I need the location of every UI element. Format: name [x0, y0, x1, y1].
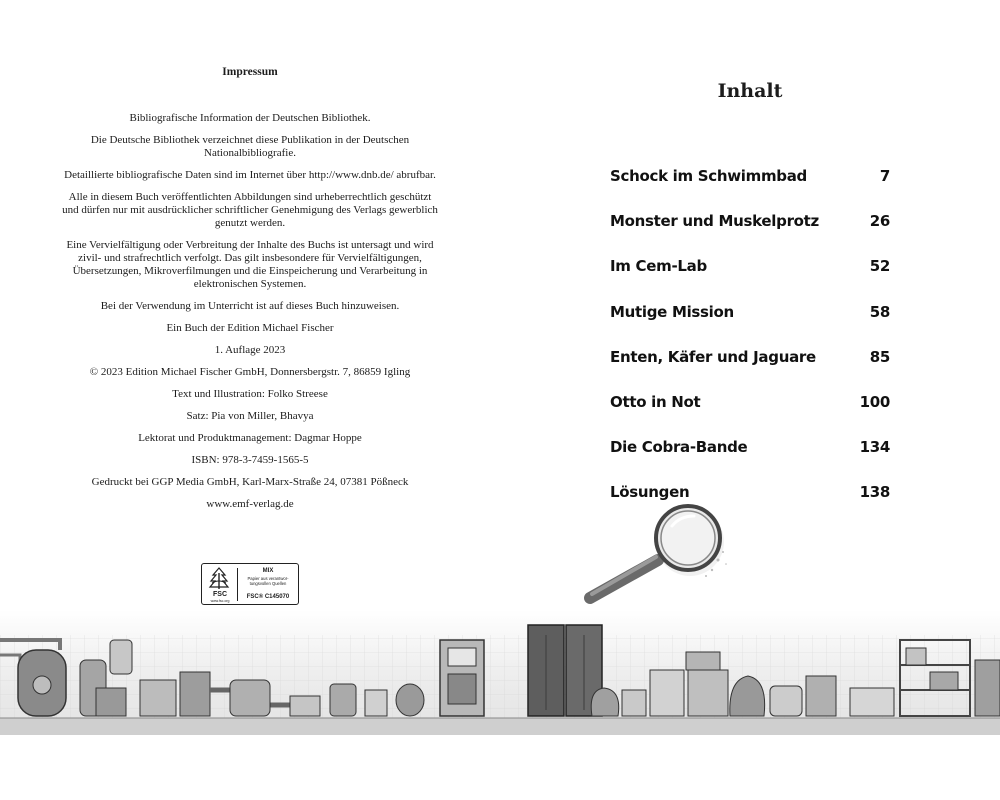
toc-entry-page: 138 [859, 483, 890, 502]
impressum-paragraph: Eine Vervielfältigung oder Verbreitung der Inhalte des Buchs ist untersagt und wird zivil- und strafrechtlich verfolgt. Das gilt insbesondere für Vervielfältigungen, Übersetzungen, Mikroverfilmungen und die Einspeicherung und Verarbeitung in elektronischen Systemen. [66, 239, 434, 290]
toc-entry-page: 85 [869, 347, 890, 366]
toc-entry-title: Monster und Muskelprotz [610, 212, 819, 231]
toc-entry-page: 52 [869, 257, 890, 276]
lab-scene-illustration [0, 610, 1000, 735]
impressum-paragraph: © 2023 Edition Michael Fischer GmbH, Donnersbergstr. 7, 86859 Igling [89, 366, 411, 378]
toc-entry-title: Lösungen [610, 483, 690, 502]
fsc-mix-description: Papier aus verantwor- tungsvollen Quellen [247, 576, 289, 586]
magnifying-glass-icon [580, 490, 740, 610]
impressum-paragraph: Ein Buch der Edition Michael Fischer [166, 322, 334, 334]
toc-entry[interactable] [610, 434, 890, 479]
impressum-paragraph: Bei der Verwendung im Unterricht ist auf dieses Buch hinzuweisen. [100, 300, 400, 312]
toc-entry-title: Mutige Mission [610, 302, 734, 321]
toc-entry-title: Die Cobra-Bande [610, 438, 748, 457]
impressum-paragraph: Gedruckt bei GGP Media GmbH, Karl-Marx-Straße 24, 07381 Pößneck [91, 476, 409, 488]
toc-entry[interactable] [610, 299, 890, 344]
contents-title: Inhalt [717, 80, 783, 102]
fsc-mix-label: MIX [262, 568, 274, 574]
fsc-certificate-code: FSC® C145070 [246, 594, 290, 600]
impressum-paragraph: Text und Illustration: Folko Streese [172, 388, 328, 400]
toc-entry[interactable] [610, 163, 890, 208]
toc-entry-title: Enten, Käfer und Jaguare [610, 347, 816, 366]
toc-entry-title: Otto in Not [610, 392, 701, 411]
toc-entry-title: Schock im Schwimmbad [610, 167, 807, 185]
impressum-paragraph: www.emf-verlag.de [206, 498, 294, 510]
fsc-logo [201, 563, 299, 605]
impressum-paragraph: Alle in diesem Buch veröffentlichten Abbildungen sind urheberrechtlich geschützt und dürfen nur mit ausdrücklicher schriftlicher Genehmigung des Verlags gewerblich genutzt werden. [62, 191, 438, 229]
impressum-paragraph: 1. Auflage 2023 [214, 344, 286, 356]
toc-entry-page: 100 [859, 392, 890, 411]
toc-entry[interactable] [610, 208, 890, 253]
fsc-divider [237, 568, 238, 601]
impressum-paragraph: ISBN: 978-3-7459-1565-5 [191, 454, 309, 466]
toc-entry-title: Im Cem-Lab [610, 257, 707, 276]
impressum-title: Impressum [222, 66, 278, 78]
table-of-contents [610, 163, 890, 525]
impressum-paragraph: Die Deutsche Bibliothek verzeichnet diese Publikation in der Deutschen Nationalbibliografie. [90, 134, 410, 159]
impressum-paragraph: Lektorat und Produktmanagement: Dagmar Hoppe [138, 432, 362, 444]
fsc-tree-icon [206, 567, 232, 591]
toc-entry[interactable] [610, 344, 890, 389]
toc-entry[interactable] [610, 253, 890, 298]
toc-entry-page: 26 [869, 212, 890, 231]
toc-entry[interactable] [610, 389, 890, 434]
impressum-paragraph: Bibliografische Information der Deutschen Bibliothek. [129, 112, 371, 124]
fsc-brand: FSC [213, 591, 227, 598]
impressum-body [60, 112, 440, 520]
toc-entry-page: 58 [869, 302, 890, 321]
impressum-paragraph: Detaillierte bibliografische Daten sind im Internet über http://www.dnb.de/ abrufbar. [64, 169, 436, 181]
fsc-site: www.fsc.org [210, 599, 230, 603]
impressum-paragraph: Satz: Pia von Miller, Bhavya [186, 410, 314, 422]
toc-entry-page: 134 [859, 438, 890, 457]
toc-entry-page: 7 [879, 167, 890, 185]
